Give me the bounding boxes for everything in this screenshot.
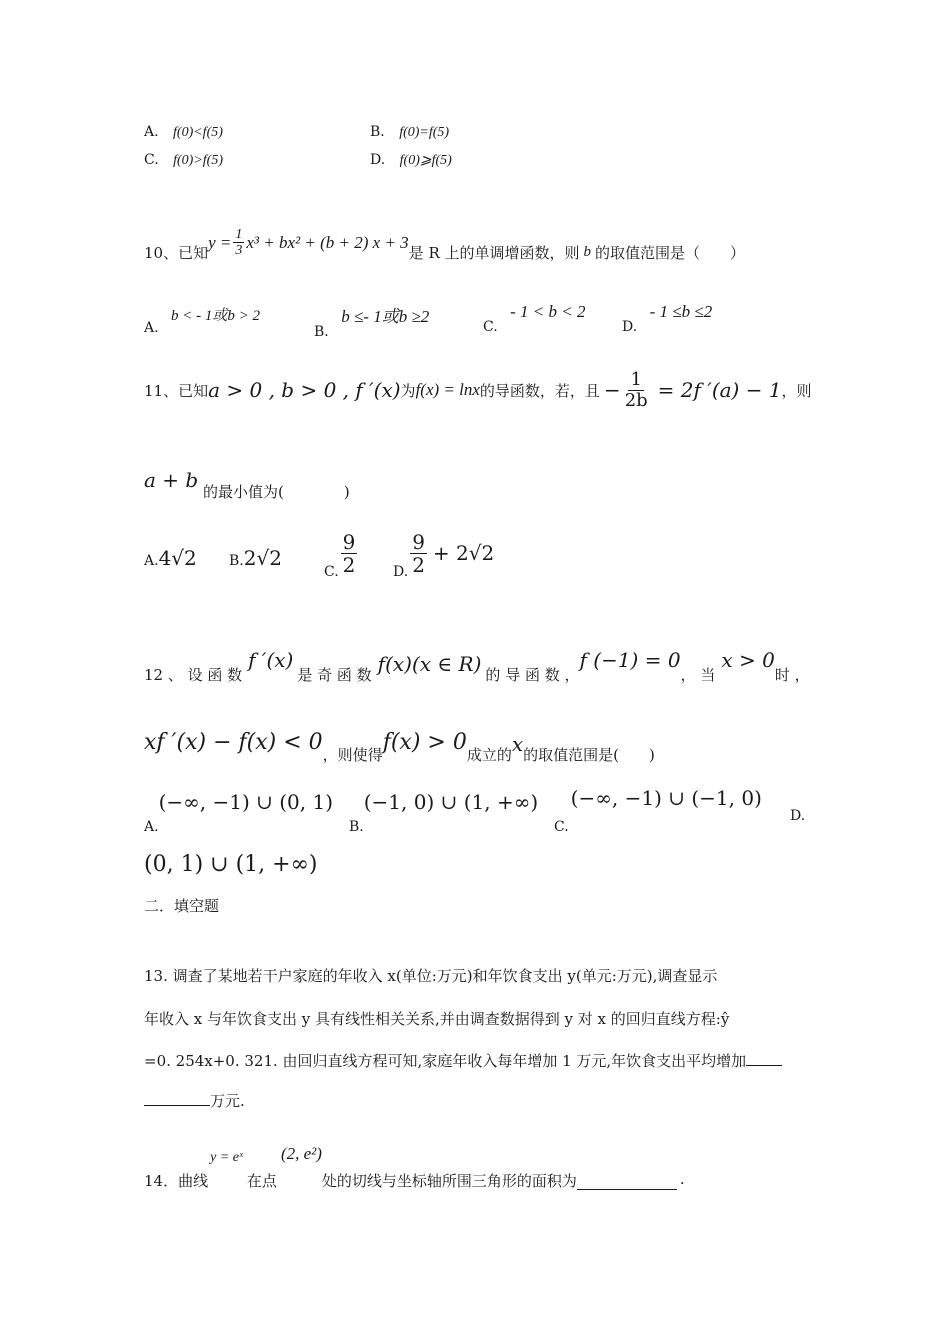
- q12-option-d-label: D.: [790, 808, 806, 824]
- question-14: 14．曲线 y = eˣ 在点 (2, e²) 处的切线与坐标轴所围三角形的面积为 .: [144, 1144, 685, 1190]
- q11-option-a: A.4√2: [144, 546, 197, 570]
- q10-option-d: D. - 1 ≤b ≤2: [622, 302, 713, 335]
- answer-blank[interactable]: [746, 1064, 782, 1066]
- q11-option-b: B.2√2: [229, 546, 282, 570]
- q13-line1: 13. 调查了某地若干户家庭的年收入 x(单位:万元)和年饮食支出 y(单元:万元),调查显示: [144, 967, 718, 985]
- q10-option-b: B. b ≤- 1或b ≥2: [314, 307, 430, 340]
- q11-option-d: D. $\frac{9}{2}$ + 2√2: [393, 529, 495, 580]
- q12-option-d: (0, 1) ∪ (1, +∞): [144, 852, 318, 877]
- question-10: 10、已知 y = $\frac{1}{3}$ x³ + bx² + (b + 2) x + 3 是 R 上的单调增函数，则 b 的取值范围是（ ）: [144, 226, 746, 262]
- q12-option-b: B.(−1, 0) ∪ (1, +∞): [349, 790, 539, 835]
- q11-fraction: $\frac{1}{2b}$: [624, 369, 648, 411]
- q11-option-c: C. $\frac{9}{2}$: [324, 529, 356, 580]
- q13-line2: 年收入 x 与年饮食支出 y 具有线性相关关系,并由调查数据得到 y 对 x 的回归直线方程:ŷ: [144, 1010, 730, 1028]
- answer-blank[interactable]: [577, 1188, 677, 1190]
- q10-option-a: A. b < - 1或b > 2: [144, 308, 261, 336]
- q13-line3: =0. 254x+0. 321. 由回归直线方程可知,家庭年收入每年增加 1 万元,年饮食支出平均增加: [144, 1050, 782, 1071]
- question-12: 12 、 设 函 数 f ′(x) 是 奇 函 数 f(x)(x ∈ R) 的 导 函 数 ， f (−1) = 0 ， 当 x > 0 时 ，: [144, 648, 810, 684]
- q12-option-a: A.(−∞, −1) ∪ (0, 1): [144, 790, 334, 835]
- answer-blank-cont[interactable]: [144, 1104, 210, 1106]
- q12-option-c: C.(−∞, −1) ∪ (−1, 0): [554, 786, 762, 835]
- q9-option-a: A. f(0)<f(5): [144, 124, 223, 140]
- q9-option-d: D. f(0)⩾f(5): [370, 152, 452, 168]
- question-11-line2: a + b 的最小值为( ): [144, 468, 350, 501]
- q9-option-c: C. f(0)>f(5): [144, 152, 223, 168]
- question-11: 11、已知 a > 0 , b > 0 , f ′(x) 为 f(x) = lnx 的导函数，若，且 − $\frac{1}{2b}$ = 2f ′(a) − 1 ，则: [144, 369, 812, 411]
- q9-option-b: B. f(0)=f(5): [370, 124, 450, 140]
- q13-line4: 万元.: [144, 1090, 245, 1111]
- section-fill-in-blank: 二．填空题: [144, 897, 220, 915]
- q10-fraction: $\frac{1}{3}$: [235, 226, 243, 258]
- question-12-line2: xf ′(x) − f(x) < 0 ，则使得 f(x) > 0 成立的 x 的取值范围是( ): [144, 730, 655, 764]
- q10-option-c: C. - 1 < b < 2: [483, 302, 586, 335]
